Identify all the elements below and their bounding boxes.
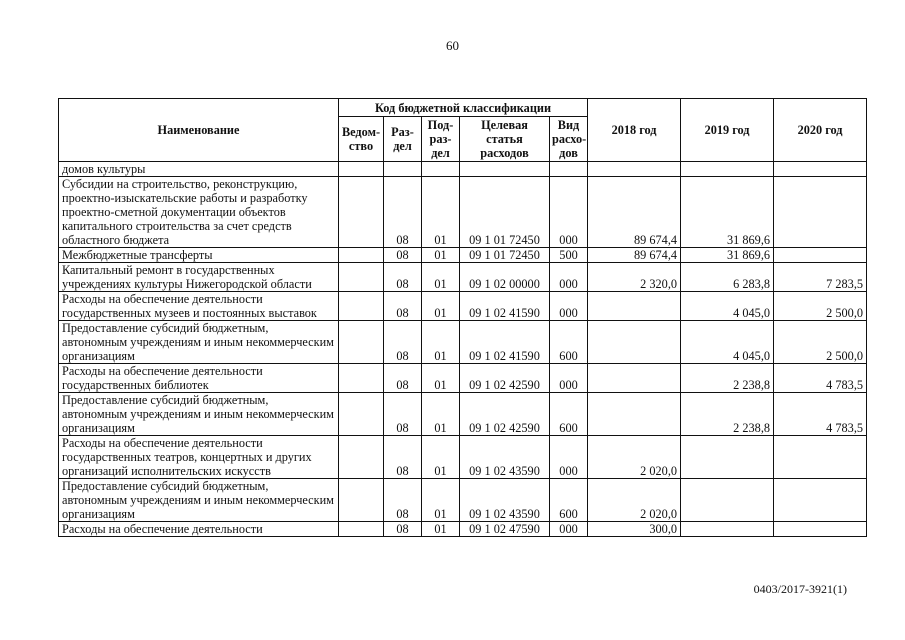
cell-subsection: 01 [422, 436, 460, 479]
cell-dept [339, 522, 384, 537]
cell-2020: 7 283,5 [774, 263, 867, 292]
cell-exp-type: 600 [550, 393, 588, 436]
cell-2018: 2 020,0 [588, 479, 681, 522]
cell-subsection: 01 [422, 522, 460, 537]
header-codes-group: Код бюджетной классификации [339, 99, 588, 117]
cell-2020: 2 500,0 [774, 292, 867, 321]
cell-2018: 2 020,0 [588, 436, 681, 479]
cell-section: 08 [384, 292, 422, 321]
cell-name: Расходы на обеспечение деятельности [59, 522, 339, 537]
cell-2019: 31 869,6 [681, 248, 774, 263]
cell-section: 08 [384, 393, 422, 436]
header-row-top [59, 99, 867, 117]
cell-dept [339, 263, 384, 292]
cell-section: 08 [384, 321, 422, 364]
cell-2020 [774, 436, 867, 479]
cell-target: 09 1 02 43590 [460, 436, 550, 479]
cell-target: 09 1 02 47590 [460, 522, 550, 537]
cell-target [460, 162, 550, 177]
cell-dept [339, 177, 384, 248]
cell-2018: 2 320,0 [588, 263, 681, 292]
cell-target: 09 1 02 41590 [460, 321, 550, 364]
cell-target: 09 1 02 42590 [460, 393, 550, 436]
table-row [59, 364, 867, 393]
cell-subsection: 01 [422, 364, 460, 393]
cell-2020 [774, 522, 867, 537]
cell-2020 [774, 479, 867, 522]
cell-dept [339, 321, 384, 364]
cell-2019: 6 283,8 [681, 263, 774, 292]
cell-target: 09 1 02 00000 [460, 263, 550, 292]
cell-subsection [422, 162, 460, 177]
cell-subsection: 01 [422, 292, 460, 321]
cell-2018: 89 674,4 [588, 177, 681, 248]
cell-section: 08 [384, 364, 422, 393]
table-row [59, 321, 867, 364]
document-code: 0403/2017-3921(1) [753, 582, 847, 596]
cell-2018 [588, 364, 681, 393]
cell-name: Расходы на обеспечение деятельности государственных библиотек [59, 364, 339, 393]
cell-2019 [681, 162, 774, 177]
cell-name: домов культуры [59, 162, 339, 177]
table-row [59, 162, 867, 177]
table-row [59, 292, 867, 321]
cell-2019 [681, 479, 774, 522]
cell-name: Расходы на обеспечение деятельности государственных театров, концертных и других организаций исполнительских искусств [59, 436, 339, 479]
cell-2018 [588, 393, 681, 436]
table-row [59, 522, 867, 537]
cell-2018: 300,0 [588, 522, 681, 537]
cell-target: 09 1 02 42590 [460, 364, 550, 393]
cell-name: Межбюджетные трансферты [59, 248, 339, 263]
cell-exp-type: 000 [550, 177, 588, 248]
cell-2018 [588, 292, 681, 321]
cell-name: Расходы на обеспечение деятельности государственных музеев и постоянных выставок [59, 292, 339, 321]
cell-name: Капитальный ремонт в государственных учреждениях культуры Нижегородской области [59, 263, 339, 292]
cell-subsection: 01 [422, 479, 460, 522]
table-row [59, 436, 867, 479]
cell-name: Субсидии на строительство, реконструкцию, проектно-изыскательские работы и разработку проектно-сметной документации объектов капитального строительства за счет средств областного бюджета [59, 177, 339, 248]
cell-dept [339, 292, 384, 321]
header-section: Раз- дел [384, 117, 422, 162]
cell-name: Предоставление субсидий бюджетным, автономным учреждениям и иным некоммерческим организациям [59, 321, 339, 364]
header-dept: Ведом- ство [339, 117, 384, 162]
cell-section: 08 [384, 177, 422, 248]
cell-2019 [681, 436, 774, 479]
cell-target: 09 1 01 72450 [460, 177, 550, 248]
cell-2020 [774, 162, 867, 177]
cell-exp-type: 000 [550, 522, 588, 537]
table-body [59, 162, 867, 537]
cell-exp-type: 000 [550, 436, 588, 479]
cell-exp-type [550, 162, 588, 177]
cell-section: 08 [384, 248, 422, 263]
table-row [59, 479, 867, 522]
header-subsection: Под- раз- дел [422, 117, 460, 162]
cell-section: 08 [384, 263, 422, 292]
cell-2018: 89 674,4 [588, 248, 681, 263]
cell-section: 08 [384, 522, 422, 537]
cell-name: Предоставление субсидий бюджетным, автономным учреждениям и иным некоммерческим организациям [59, 393, 339, 436]
cell-subsection: 01 [422, 263, 460, 292]
cell-dept [339, 162, 384, 177]
cell-2020: 2 500,0 [774, 321, 867, 364]
cell-2018 [588, 162, 681, 177]
cell-subsection: 01 [422, 393, 460, 436]
cell-dept [339, 248, 384, 263]
cell-subsection: 01 [422, 248, 460, 263]
cell-dept [339, 393, 384, 436]
cell-2019: 31 869,6 [681, 177, 774, 248]
table-row [59, 248, 867, 263]
table-row [59, 393, 867, 436]
cell-exp-type: 500 [550, 248, 588, 263]
cell-subsection: 01 [422, 177, 460, 248]
cell-2019: 2 238,8 [681, 364, 774, 393]
cell-exp-type: 000 [550, 263, 588, 292]
cell-2019 [681, 522, 774, 537]
cell-target: 09 1 02 41590 [460, 292, 550, 321]
cell-2019: 4 045,0 [681, 321, 774, 364]
header-exp-type: Вид расхо- дов [550, 117, 588, 162]
table-row [59, 263, 867, 292]
cell-2020 [774, 177, 867, 248]
cell-exp-type: 600 [550, 321, 588, 364]
cell-subsection: 01 [422, 321, 460, 364]
cell-section: 08 [384, 479, 422, 522]
cell-target: 09 1 02 43590 [460, 479, 550, 522]
page-number: 60 [446, 38, 459, 53]
cell-dept [339, 479, 384, 522]
cell-name: Предоставление субсидий бюджетным, автономным учреждениям и иным некоммерческим организациям [59, 479, 339, 522]
header-2020: 2020 год [774, 99, 867, 162]
cell-2019: 2 238,8 [681, 393, 774, 436]
header-target: Целевая статья расходов [460, 117, 550, 162]
cell-section [384, 162, 422, 177]
cell-dept [339, 436, 384, 479]
cell-dept [339, 364, 384, 393]
cell-2020: 4 783,5 [774, 364, 867, 393]
cell-exp-type: 000 [550, 292, 588, 321]
cell-2019: 4 045,0 [681, 292, 774, 321]
cell-2020: 4 783,5 [774, 393, 867, 436]
header-2019: 2019 год [681, 99, 774, 162]
cell-exp-type: 000 [550, 364, 588, 393]
cell-exp-type: 600 [550, 479, 588, 522]
cell-section: 08 [384, 436, 422, 479]
header-2018: 2018 год [588, 99, 681, 162]
table-row [59, 177, 867, 248]
header-name: Наименование [59, 99, 339, 162]
cell-target: 09 1 01 72450 [460, 248, 550, 263]
cell-2020 [774, 248, 867, 263]
budget-table [58, 98, 867, 537]
cell-2018 [588, 321, 681, 364]
